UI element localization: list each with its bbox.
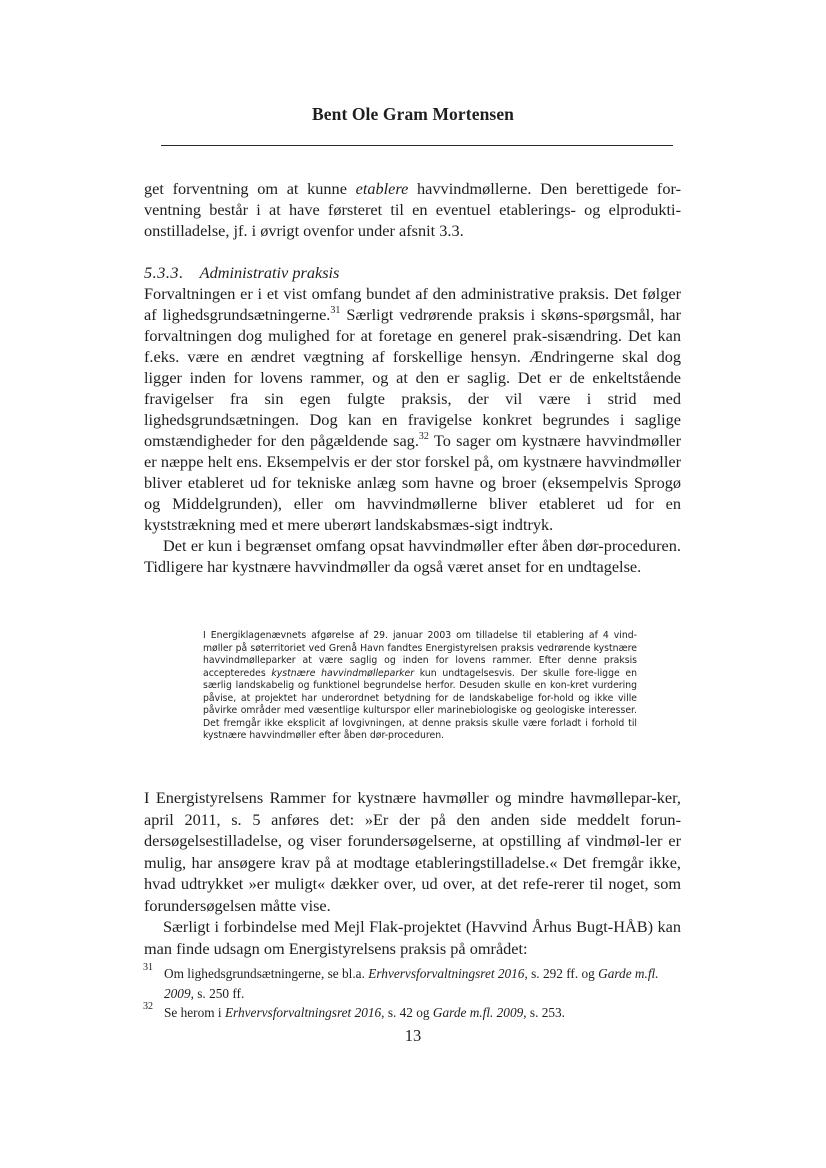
quote-text: I Energiklagenævnets afgørelse af 29. januar 2003 om tilladelse til etablering af 4 vind-møller på søterritoriet ved Grenå Havn fandtes Energistyrelsen praksis vedrørende kystnære havvindmølleparker at være saglig og inden for lovens rammer. Efter denne praksis accepteredes kystnære havvindmølleparker kun undtagelsesvis. Der skulle fore-ligge en særlig landskabelig og funktionel begrundelse herfor. Desuden skulle en kon-kret vurdering påvise, at projektet har underordnet betydning for de landskabelige for-hold og ikke ville påvirke områder med væsentlige kulturspor eller marinebiologiske og geologiske interesser. Det fremgår ikke eksplicit af lovgivningen, at denne praksis skulle være forladt i forhold til kystnære havvindmøller efter åben dør-proceduren. bbox=[203, 630, 638, 741]
section-heading bbox=[144, 262, 681, 283]
footnote-32: 32 Se herom i Erhvervsforvaltningsret 2016, s. 42 og Garde m.fl. 2009, s. 253. bbox=[143, 1003, 683, 1023]
paragraph-mejl-flak: Særligt i forbindelse med Mejl Flak-projektet (Havvind Århus Bugt-HÅB) kan man finde udsagn om Energistyrelsens praksis på området: bbox=[144, 917, 681, 958]
section-block bbox=[144, 262, 681, 577]
section-paragraph-2: Det er kun i begrænset omfang opsat havvindmøller efter åben dør-proceduren. Tidligere har kystnære havvindmøller da også været anset for en undtagelse. bbox=[144, 536, 681, 576]
after-quote-block bbox=[144, 787, 681, 959]
block-quote bbox=[203, 630, 637, 743]
footnote-31: 31 Om lighedsgrundsætningerne, se bl.a. Erhvervsforvaltningsret 2016, s. 292 ff. og Garde m.fl. 2009, s. 250 ff. bbox=[143, 964, 683, 1003]
footnote-ref-32[interactable]: 32 bbox=[418, 431, 429, 442]
footnotes bbox=[143, 964, 683, 1023]
running-header: Bent Ole Gram Mortensen bbox=[311, 104, 515, 124]
intro-paragraph: get forventning om at kunne etablere havvindmøllerne. Den berettigede for-ventning består i at have førsteret til en eventuel etablerings- og elprodukti-onstilladelse, jf. i øvrigt ovenfor under afsnit 3.3. bbox=[144, 179, 681, 240]
intro-block bbox=[144, 178, 681, 241]
footnote-number: 32 bbox=[143, 1001, 153, 1012]
header-rule bbox=[161, 145, 673, 146]
section-number: 5.3.3. bbox=[144, 263, 184, 282]
footnote-ref-31[interactable]: 31 bbox=[330, 305, 341, 316]
section-paragraph-1: Forvaltningen er i et vist omfang bundet af den administrative praksis. Det følger af lighedsgrundsætningerne.$^{31}$ Særligt vedrørende praksis i skøns-spørgsmål, har forvaltningen dog mulighed for at foretage en generel prak-sisændring. Det kan f.eks. være en ændret vægtning af forskellige hensyn. Ændringerne skal dog ligger inden for lovens rammer, og at den er saglig. Det er de enkeltstående fravigelser fra sin egen fulgte praksis, der vil være i strid med lighedsgrundsætningen. Dog kan en fravigelse konkret begrundes i saglige omstændigheder for den pågældende sag.$^{32}$ To sager om kystnære havvindmøller er næppe helt ens. Eksempelvis er der stor forskel på, om kystnære havvindmøller bliver etableret ud for tekniske anlæg som havne og broer (eksempelvis Sprogø og Middelgrunden), eller om havvindmøllerne bliver etableret ud for en kyststrækning med et mere uberørt landskabsmæs-sigt indtryk. bbox=[144, 284, 682, 534]
page-number: 13 bbox=[404, 1026, 422, 1045]
section-title: Administrativ praksis bbox=[199, 263, 340, 282]
paragraph-rammer: I Energistyrelsens Rammer for kystnære havmøller og mindre havmøllepar-ker, april 2011, s. 5 anføres det: »Er der på den anden side meddelt forun-dersøgelsestilladelse, og viser forundersøgelserne, at opstilling af vindmøl-ler er mulig, har ansøgere krav på at modtage etableringstilladelse.« Det fremgår ikke, hvad udtrykket »er muligt« dækker over, ud over, at det refe-rerer til noget, som forundersøgelsen måtte vise. bbox=[144, 788, 681, 915]
footnote-number: 31 bbox=[143, 962, 153, 973]
